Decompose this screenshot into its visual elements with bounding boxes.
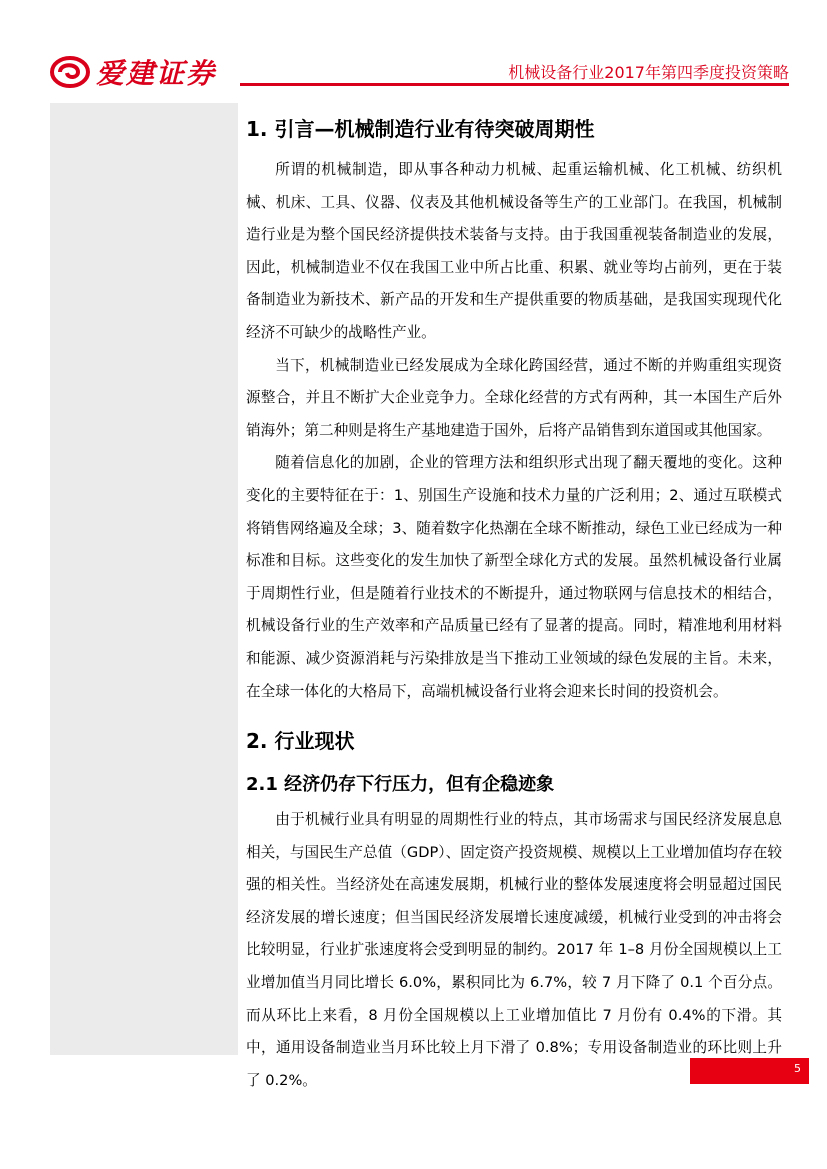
brand-name: 爱建证券 [96, 57, 217, 90]
section-2-1-paragraph-1: 由于机械行业具有明显的周期性行业的特点，其市场需求与国民经济发展息息相关，与国民生产总值（GDP）、固定资产投资规模、规模以上工业增加值均存在较强的相关性。当经济处在高速发展期，机械行业的整体发展速度将会明显超过国民经济发展的增长速度；但当国民经济发展增长速度减缓，机械行业受到的冲击将会比较明显，行业扩张速度将会受到明显的制约。2017 年 1–8 月份全国规模以上工业增加值当月同比增长 6.0%，累积同比为 6.7%，较 7 月下降了 0.1 个百分点。而从环比上来看，8 月份全国规模以上工业增加值比 7 月份有 0.4%的下滑。其中，通用设备制造业当月环比较上月下滑了 0.8%；专用设备制造业的环比则上升了 0.2%。 [246, 811, 782, 1089]
main-content [246, 110, 782, 1097]
section-1-paragraph-3: 随着信息化的加剧，企业的管理方法和组织形式出现了翻天覆地的变化。这种变化的主要特征在于：1、别国生产设施和技术力量的广泛利用；2、通过互联模式将销售网络遍及全球；3、随着数字化热潮在全球不断推动，绿色工业已经成为一种标准和目标。这些变化的发生加快了新型全球化方式的发展。虽然机械设备行业属于周期性行业，但是随着行业技术的不断提升，通过物联网与信息技术的相结合，机械设备行业的生产效率和产品质量已经有了显著的提高。同时，精准地利用材料和能源、减少资源消耗与污染排放是当下推动工业领域的绿色发展的主旨。未来，在全球一体化的大格局下，高端机械设备行业将会迎来长时间的投资机会。 [246, 454, 782, 700]
report-title: 机械设备行业2017年第四季度投资策略 [508, 63, 789, 82]
header-rule [240, 83, 789, 86]
left-sidebar-panel [50, 103, 238, 1055]
section-2-1-heading: 2.1 经济仍存下行压力，但有企稳迹象 [246, 774, 555, 796]
section-2-heading: 2. 行业现状 [246, 729, 355, 754]
section-1-paragraph-1: 所谓的机械制造，即从事各种动力机械、起重运输机械、化工机械、纺织机械、机床、工具、仪器、仪表及其他机械设备等生产的工业部门。在我国，机械制造行业是为整个国民经济提供技术装备与支持。由于我国重视装备制造业的发展，因此，机械制造业不仅在我国工业中所占比重、积累、就业等均占前列，更在于装备制造业为新技术、新产品的开发和生产提供重要的物质基础，是我国实现现代化经济不可缺少的战略性产业。 [246, 161, 782, 341]
brand-swirl-icon [50, 55, 90, 89]
page-number: 5 [690, 1058, 809, 1084]
section-1-heading: 1. 引言—机械制造行业有待突破周期性 [246, 117, 595, 141]
brand-logo [50, 52, 216, 92]
section-1-paragraph-2: 当下，机械制造业已经发展成为全球化跨国经营，通过不断的并购重组实现资源整合，并且不断扩大企业竞争力。全球化经营的方式有两种，其一本国生产后外销海外；第二种则是将生产基地建造于国外，后将产品销售到东道国或其他国家。 [246, 356, 782, 439]
